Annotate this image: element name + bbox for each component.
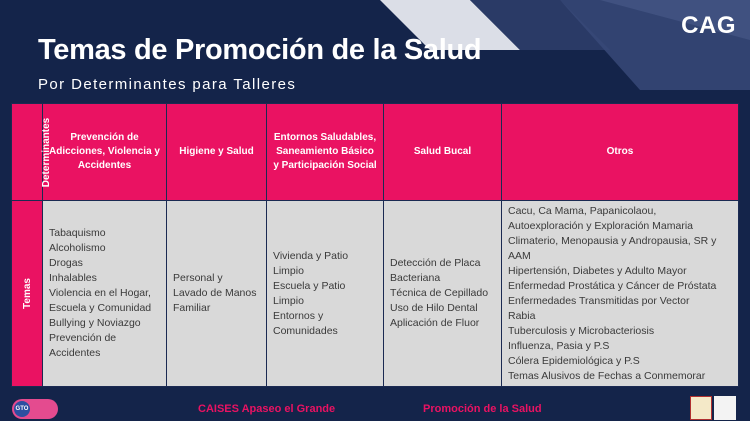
column-header: Salud Bucal bbox=[384, 104, 502, 201]
topic-item: Cacu, Ca Mama, Papanicolaou, bbox=[508, 204, 657, 217]
topic-item: Escuela y Patio bbox=[273, 279, 346, 292]
topic-item: Limpio bbox=[273, 264, 304, 277]
topic-item: Limpio bbox=[273, 294, 304, 307]
topics-cell bbox=[502, 201, 739, 387]
topic-item: Comunidades bbox=[273, 324, 338, 337]
column-header: Prevención de Adicciones, Violencia y Accidentes bbox=[43, 104, 167, 201]
topic-item: Prevención de bbox=[49, 332, 117, 344]
row-label-temas: Temas bbox=[12, 201, 43, 387]
topics-table bbox=[11, 103, 739, 387]
topic-item: Detección de Placa bbox=[390, 257, 481, 269]
column-header: Otros bbox=[502, 104, 739, 201]
topic-item: Violencia en el Hogar, bbox=[49, 287, 151, 299]
topics-cell bbox=[267, 201, 384, 387]
topic-item: Escuela y Comunidad bbox=[49, 302, 152, 314]
cag-logo: CAG bbox=[681, 12, 736, 39]
topic-item: Accidentes bbox=[49, 347, 101, 359]
page-title: Temas de Promoción de la Salud bbox=[38, 34, 482, 66]
gto-logo: GTO bbox=[12, 399, 58, 419]
topic-item: Uso de Hilo Dental bbox=[390, 302, 478, 314]
topic-item: Autoexploración y Exploración Mamaria bbox=[508, 219, 694, 232]
topic-item: Aplicación de Fluor bbox=[390, 317, 480, 329]
header-row bbox=[12, 104, 739, 201]
footer-right-text: Promoción de la Salud bbox=[423, 403, 542, 415]
row-label-determinantes: Determinantes bbox=[12, 104, 43, 201]
topic-item: Influenza, Pasia y P.S bbox=[508, 339, 610, 352]
topic-item: Alcoholismo bbox=[49, 242, 106, 254]
topic-item: Enfermedades Transmitidas por Vector bbox=[508, 294, 690, 307]
topic-item: Inhalables bbox=[49, 272, 97, 284]
topic-item: Tuberculosis y Microbacteriosis bbox=[508, 324, 655, 337]
topic-item: Hipertensión, Diabetes y Adulto Mayor bbox=[508, 264, 687, 277]
topics-cell bbox=[43, 201, 167, 387]
topic-item: Temas Alusivos de Fechas a Conmemorar bbox=[508, 369, 706, 382]
topic-item: Tabaquismo bbox=[49, 227, 106, 239]
municipal-seal bbox=[690, 396, 712, 420]
topic-item: Climaterio, Menopausia y Andropausia, SR y bbox=[508, 234, 717, 247]
topic-item: Personal y bbox=[173, 272, 223, 284]
health-logo bbox=[714, 396, 736, 420]
topic-item: Cólera Epidemiológica y P.S bbox=[508, 354, 640, 367]
body-row bbox=[12, 201, 739, 387]
topic-item: Enfermedad Prostática y Cáncer de Próstata bbox=[508, 279, 717, 292]
topic-item: Lavado de Manos bbox=[173, 287, 257, 299]
column-header: Higiene y Salud bbox=[167, 104, 267, 201]
topic-item: Drogas bbox=[49, 257, 83, 269]
topic-item: Bacteriana bbox=[390, 272, 441, 284]
topic-item: Técnica de Cepillado bbox=[390, 287, 489, 299]
page-subtitle: Por Determinantes para Talleres bbox=[38, 76, 297, 93]
column-header: Entornos Saludables, Saneamiento Básico y Participación Social bbox=[267, 104, 384, 201]
topic-item: AAM bbox=[508, 249, 531, 262]
topic-item: Bullying y Noviazgo bbox=[49, 317, 141, 329]
topics-cell bbox=[167, 201, 267, 387]
footer-center-text: CAISES Apaseo el Grande bbox=[198, 403, 336, 415]
topic-item: Entornos y bbox=[273, 309, 324, 322]
topics-cell bbox=[384, 201, 502, 387]
topic-item: Vivienda y Patio bbox=[273, 249, 349, 262]
topic-item: Familiar bbox=[173, 302, 211, 314]
topic-item: Rabia bbox=[508, 309, 536, 322]
